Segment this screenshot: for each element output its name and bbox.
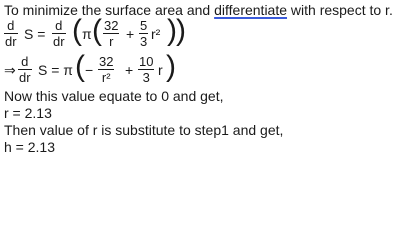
eq2-frac-32-r2 — [98, 55, 114, 84]
eq1-d-dr-right — [52, 19, 66, 48]
eq2-implies-arrow: ⇒ — [4, 62, 16, 78]
then-line: Then value of r is substitute to step1 and get, — [4, 122, 284, 138]
eq1-plus: + — [126, 26, 135, 42]
eq2-r: r — [158, 62, 163, 78]
eq1-num-5: 5 — [140, 18, 148, 33]
eq1-outer-rparen: ) — [176, 14, 186, 47]
r-value-line: r = 2.13 — [4, 105, 52, 121]
eq1-frac-32-r — [103, 19, 119, 48]
eq2-d-dr — [18, 55, 32, 84]
eq2-dr: dr — [19, 70, 31, 85]
h-value-line: h = 2.13 — [4, 139, 55, 155]
eq1-den-r: r — [109, 34, 114, 49]
eq1-den-3: 3 — [140, 34, 148, 49]
eq2-plus: + — [125, 62, 134, 78]
eq2-d: d — [21, 54, 29, 69]
intro-prefix: To minimize the surface area and — [4, 2, 215, 18]
eq1-dr2: dr — [53, 34, 65, 49]
eq2-lparen: ( — [75, 50, 85, 83]
eq1-d2: d — [55, 18, 63, 33]
eq1-inner-lparen: ( — [92, 14, 102, 47]
eq2-num-32: 32 — [99, 54, 114, 69]
now-line: Now this value equate to 0 and get, — [4, 88, 224, 104]
eq2-s-equals-pi: S = π — [38, 62, 73, 78]
eq2-num-10: 10 — [139, 54, 154, 69]
eq1-pi: π — [82, 26, 92, 42]
eq1-inner-rparen: ) — [167, 14, 177, 47]
eq2-rparen: ) — [166, 50, 176, 83]
eq1-r-squared: r² — [151, 26, 161, 42]
eq2-minus: − — [85, 62, 94, 78]
eq2-den-r2: r² — [101, 70, 111, 85]
eq1-frac-5-3 — [139, 19, 148, 48]
eq1-d-dr-left — [4, 19, 18, 48]
eq1-d: d — [7, 18, 15, 33]
intro-suffix: with respect to r. — [287, 2, 393, 18]
eq2-frac-10-3 — [138, 55, 154, 84]
eq1-num-32: 32 — [104, 18, 119, 33]
intro-highlight: differentiate — [214, 2, 288, 18]
intro-line — [4, 2, 393, 18]
eq1-outer-lparen: ( — [72, 14, 82, 47]
eq1-s-equals: S = — [24, 26, 46, 42]
eq1-dr: dr — [5, 34, 17, 49]
eq2-den-3: 3 — [142, 70, 150, 85]
